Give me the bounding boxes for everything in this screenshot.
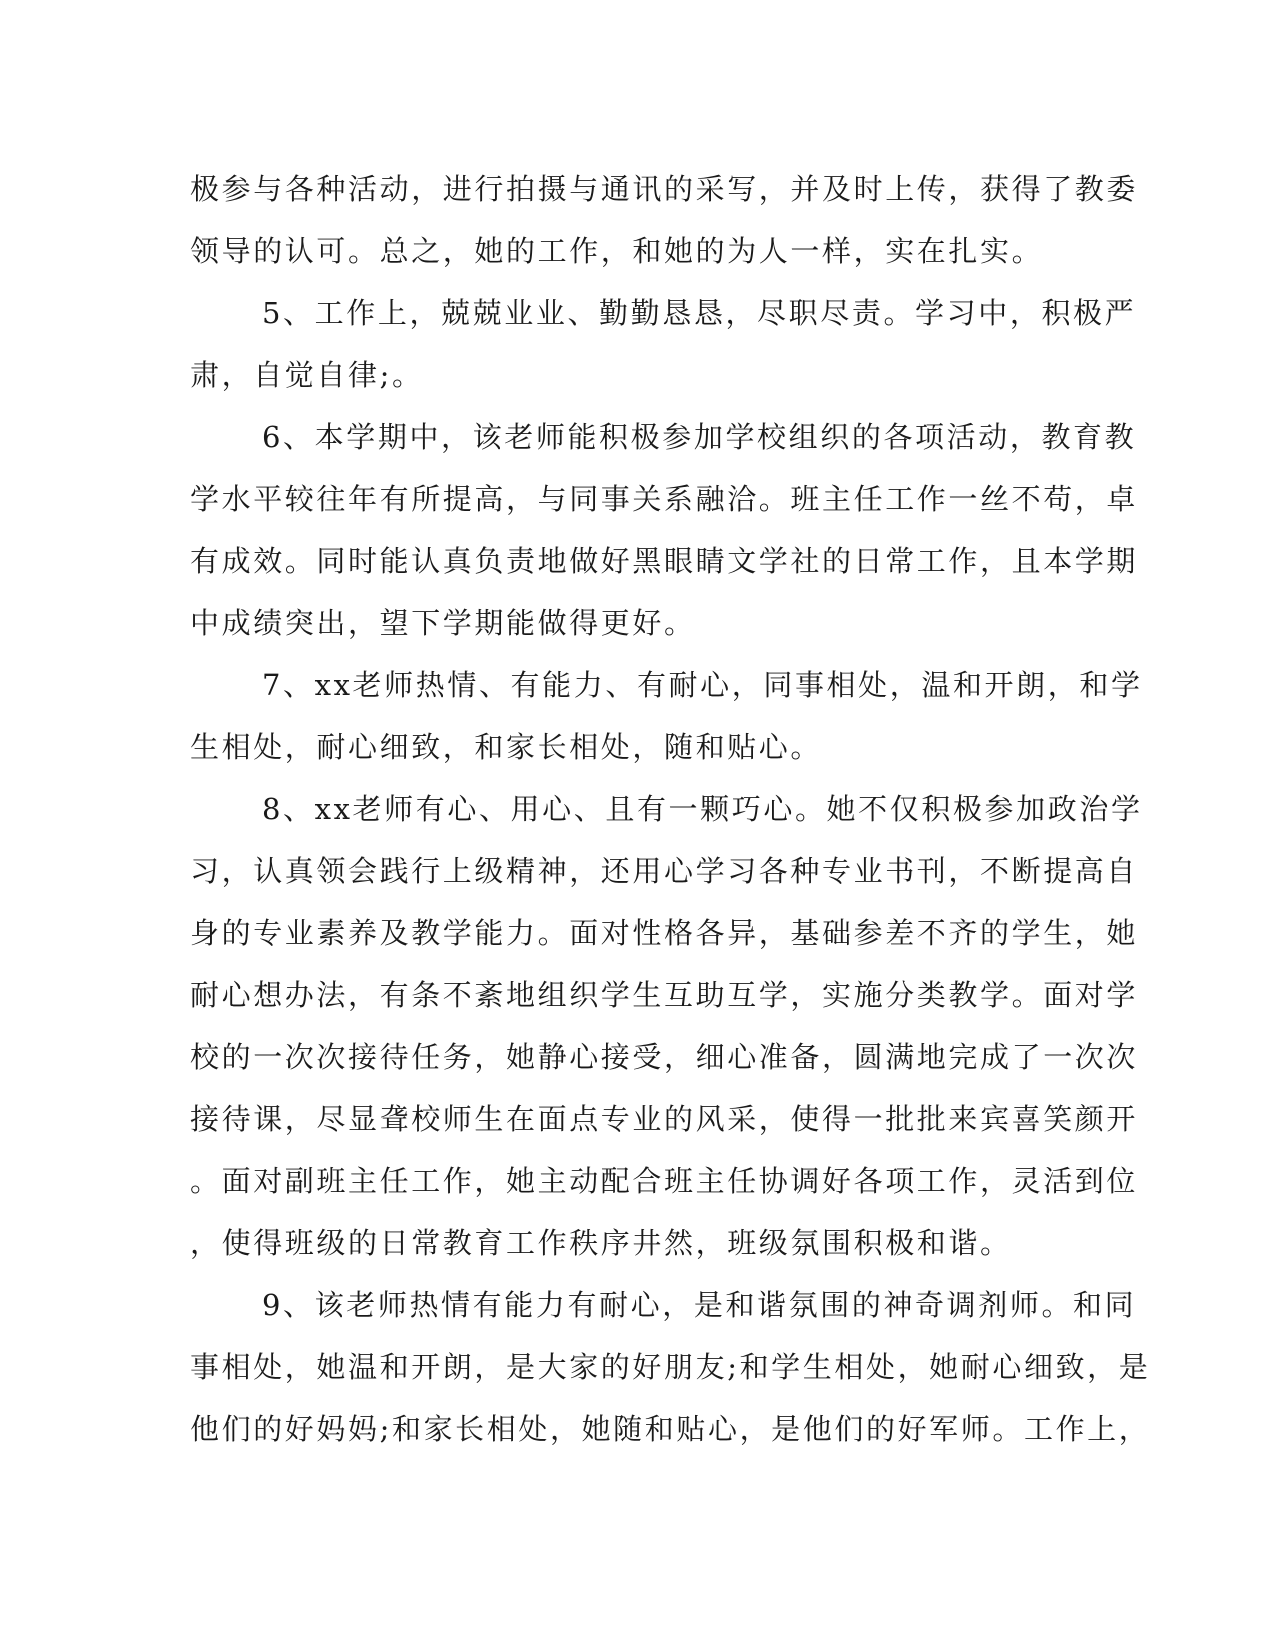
paragraph-item-5	[190, 282, 1137, 406]
paragraph-item-8	[190, 778, 1143, 1274]
text-line: 身的专业素养及教学能力。面对性格各异，基础参差不齐的学生，她	[190, 916, 1139, 950]
text-line: 。面对副班主任工作，她主动配合班主任协调好各项工作，灵活到位	[190, 1164, 1139, 1198]
text-line: 6、本学期中，该老师能积极参加学校组织的各项活动，教育教	[262, 420, 1137, 454]
text-line: ，使得班级的日常教育工作秩序井然，班级氛围积极和谐。	[190, 1226, 1012, 1260]
text-line: 事相处，她温和开朗，是大家的好朋友;和学生相处，她耐心细致，是	[190, 1350, 1151, 1384]
paragraph-item-7	[190, 654, 1143, 778]
text-line: 肃，自觉自律;。	[190, 358, 424, 392]
text-line: 他们的好妈妈;和家长相处，她随和贴心，是他们的好军师。工作上，	[190, 1412, 1151, 1446]
text-line: 习，认真领会践行上级精神，还用心学习各种专业书刊，不断提高自	[190, 854, 1139, 888]
text-line: 有成效。同时能认真负责地做好黑眼睛文学社的日常工作，且本学期	[190, 544, 1139, 578]
text-line: 生相处，耐心细致，和家长相处，随和贴心。	[190, 730, 823, 764]
text-line: 领导的认可。总之，她的工作，和她的为人一样，实在扎实。	[190, 234, 1044, 268]
text-line: 8、xx老师有心、用心、且有一颗巧心。她不仅积极参加政治学	[262, 792, 1143, 826]
paragraph-item-9	[190, 1274, 1151, 1460]
text-line: 学水平较往年有所提高，与同事关系融洽。班主任工作一丝不苟，卓	[190, 482, 1139, 516]
paragraph-continuation	[190, 158, 1139, 282]
text-line: 5、工作上，兢兢业业、勤勤恳恳，尽职尽责。学习中，积极严	[262, 296, 1137, 330]
text-line: 9、该老师热情有能力有耐心，是和谐氛围的神奇调剂师。和同	[262, 1288, 1137, 1322]
text-line: 中成绩突出，望下学期能做得更好。	[190, 606, 696, 640]
text-line: 7、xx老师热情、有能力、有耐心，同事相处，温和开朗，和学	[262, 668, 1143, 702]
paragraph-item-6	[190, 406, 1139, 654]
text-line: 接待课，尽显聋校师生在面点专业的风采，使得一批批来宾喜笑颜开	[190, 1102, 1139, 1136]
document-body	[190, 158, 1151, 1460]
text-line: 耐心想办法，有条不紊地组织学生互助互学，实施分类教学。面对学	[190, 978, 1139, 1012]
text-line: 校的一次次接待任务，她静心接受，细心准备，圆满地完成了一次次	[190, 1040, 1139, 1074]
text-line: 极参与各种活动，进行拍摄与通讯的采写，并及时上传，获得了教委	[190, 172, 1139, 206]
